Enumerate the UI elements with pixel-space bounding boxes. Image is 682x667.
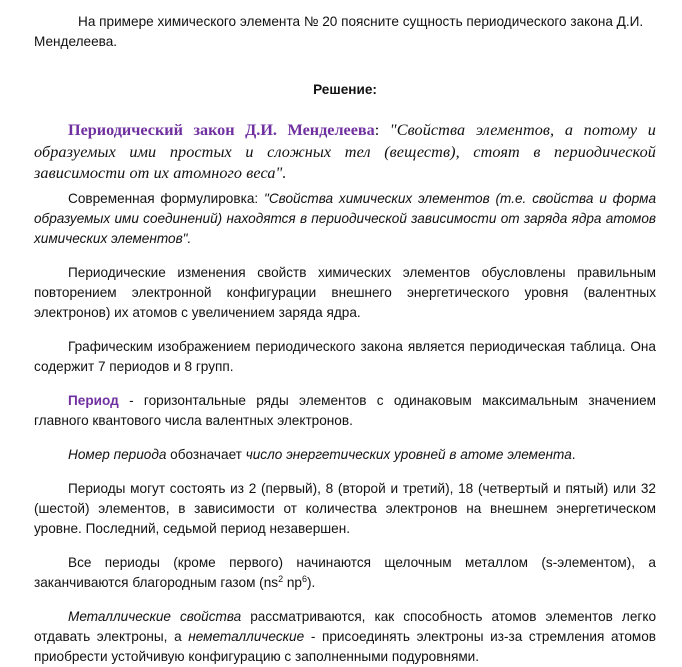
paragraph-period-start-end	[34, 553, 656, 593]
metallic-term: Металлические свойства	[68, 608, 242, 624]
period-term: Период	[68, 392, 119, 408]
paragraph-period-lengths: Периоды могут состоять из 2 (первый), 8 (второй и третий), 18 (четвертый и пятый) или 32 (шестой) элементов, в зависимости от количества электронов на внешнем энергетическом уровне. Последний, седьмой период незавершен.	[34, 480, 656, 536]
paragraph-period-number	[34, 445, 656, 465]
nonmetallic-term: неметаллические	[188, 628, 305, 644]
period-start-end-close: ).	[307, 574, 316, 590]
paragraph-periodic-table: Графическим изображением периодического закона является периодическая таблица. Она содержит 7 периодов и 8 групп.	[34, 338, 656, 374]
period-start-end-np: np	[283, 574, 302, 590]
paragraph-metallic-properties	[34, 607, 656, 667]
metallic-end: - присоединять электроны из-за стремления атомов приобрести устойчивую конфигурацию с заполненными подуровнями.	[34, 628, 657, 664]
periodic-law-colon: :	[374, 121, 390, 139]
period-definition: - горизонтальные ряды элементов с одинаковым максимальным значением главного квантового числа валентных электронов.	[34, 392, 656, 428]
superscript-p: 6	[302, 573, 308, 584]
period-start-end-text: Все периоды (кроме первого) начинаются щелочным металлом (s-элементом), а заканчиваются благородным газом (ns	[34, 554, 656, 590]
period-number-term: Номер периода	[68, 446, 167, 462]
document-body	[34, 0, 656, 667]
paragraph-period-definition	[34, 391, 656, 431]
modern-formulation-definition: "Свойства химических элементов (т.е. свойства и форма образуемых ими соединений) находятся в периодической зависимости от заряда ядра атомов химических элементов".	[34, 190, 657, 246]
modern-formulation-paragraph	[34, 189, 656, 249]
periodic-law-definition: "Свойства элементов, а потому и образуемых ими простых и сложных тел (веществ), стоят в периодической зависимости от их атомного веса".	[34, 121, 656, 182]
task-text: На примере химического элемента № 20 поясните сущность периодического закона Д.И. Менделеева.	[34, 14, 644, 49]
period-number-end: .	[571, 446, 576, 462]
period-number-definition: число энергетических уровней в атоме элемента	[245, 446, 572, 462]
periodic-law-term: Периодический закон Д.И. Менделеева	[68, 121, 375, 139]
paragraph-electron-config: Периодические изменения свойств химических элементов обусловлены правильным повторением электронной конфигурации внешнего энергетического уровня (валентных электронов) их атомов с увеличением заряда ядра.	[34, 264, 656, 320]
periodic-law-paragraph	[34, 120, 656, 185]
superscript-s: 2	[278, 573, 284, 584]
period-number-mid: обозначает	[166, 446, 246, 462]
metallic-mid: рассматриваются, как способность атомов элементов легко отдавать электроны, а	[34, 608, 657, 644]
modern-formulation-prefix: Современная формулировка:	[68, 190, 265, 206]
solution-heading: Решение:	[313, 82, 377, 97]
